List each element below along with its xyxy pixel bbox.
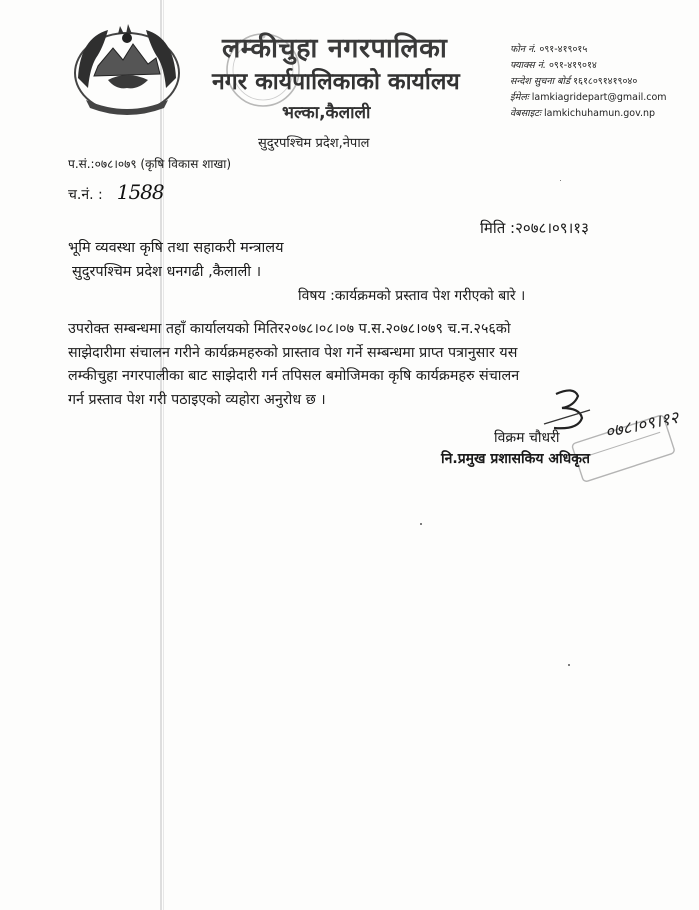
office-name: नगर कार्यपालिकाको कार्यालय <box>212 69 460 95</box>
body-line: उपरोक्त सम्बन्धमा तहाँ कार्यालयको मितिर२०७८।०८।०७ प.स.२०७८।०७९ च.न.२५६को <box>68 321 511 337</box>
email-row <box>510 90 667 106</box>
body-line: साझेदारीमा संचालन गरीने कार्यक्रमहरुको प्रास्ताव पेश गर्ने सम्बन्धमा प्राप्त पत्रानुसार यस <box>68 344 518 361</box>
email-value: lamkiagridepart@gmail.com <box>531 92 667 103</box>
scan-speck <box>560 180 561 181</box>
province-line: सुदुरपश्चिम प्रदेश,नेपाल <box>258 136 370 151</box>
scan-speck <box>420 523 422 525</box>
nepal-emblem-logo <box>68 18 186 118</box>
email-label: ईमेलः <box>510 92 529 103</box>
scan-fold-line-secondary <box>163 0 164 910</box>
phone-value: ०९१-४१९०१५ <box>539 44 588 55</box>
fax-value: ०९१-४१९०१४ <box>548 60 597 71</box>
dispatch-label: च.नं. : <box>68 187 103 203</box>
contact-block <box>510 42 667 122</box>
addressee-block <box>68 236 284 284</box>
addressee-line-2: सुदुरपश्चिम प्रदेश धनगढी ,कैलाली । <box>72 264 262 280</box>
body-line: लम्कीचुहा नगरपालीका बाट साझेदारी गर्न तपिसल बमोजिमका कृषि कार्यक्रमहरु संचालन <box>68 368 520 384</box>
signature-date: ०७८।०९।१२ <box>603 407 681 443</box>
scan-speck <box>568 664 570 666</box>
fax-row <box>510 58 667 74</box>
website-label: वेबसाइटः <box>510 108 541 119</box>
ref-value: ०७८।०७९ (कृषि विकास शाखा) <box>94 157 232 171</box>
municipality-name: लम्कीचुहा नगरपालिका <box>222 33 448 64</box>
dispatch-value: 1588 <box>116 180 164 204</box>
website-row <box>510 106 667 122</box>
notice-board-label: सन्देश सुचना बोर्ड <box>510 76 571 87</box>
ref-label: प.सं.: <box>68 157 95 171</box>
letter-date <box>480 218 589 238</box>
scan-fold-line <box>160 0 162 910</box>
body-line: गर्न प्रस्ताव पेश गरी पठाइएको व्यहोरा अनुरोध छ । <box>68 391 326 408</box>
reference-number <box>68 155 231 172</box>
signer-name: विक्रम चौधरी <box>494 430 560 446</box>
website-value: lamkichuhamun.gov.np <box>544 108 656 119</box>
addressee-line-1: भूमि व्यवस्था कृषि तथा सहाकरी मन्त्रालय <box>68 240 284 256</box>
signer-title: नि.प्रमुख प्रशासकिय अधिकृत <box>441 451 590 467</box>
office-location: भल्का,कैलाली <box>282 103 371 123</box>
date-label: मिति : <box>480 219 516 237</box>
phone-label: फोन नं. <box>510 44 537 55</box>
notice-board-value: १६१८०९१४१९०४० <box>573 76 638 87</box>
dispatch-number <box>68 180 164 204</box>
notice-board-row <box>510 74 667 90</box>
phone-row <box>510 42 667 58</box>
subject-line: विषय :कार्यक्रमको प्रस्ताव पेश गरीएको बारे । <box>298 288 526 304</box>
date-value: २०७८।०९।१३ <box>515 219 589 237</box>
fax-label: फ्याक्स नं. <box>510 60 546 71</box>
